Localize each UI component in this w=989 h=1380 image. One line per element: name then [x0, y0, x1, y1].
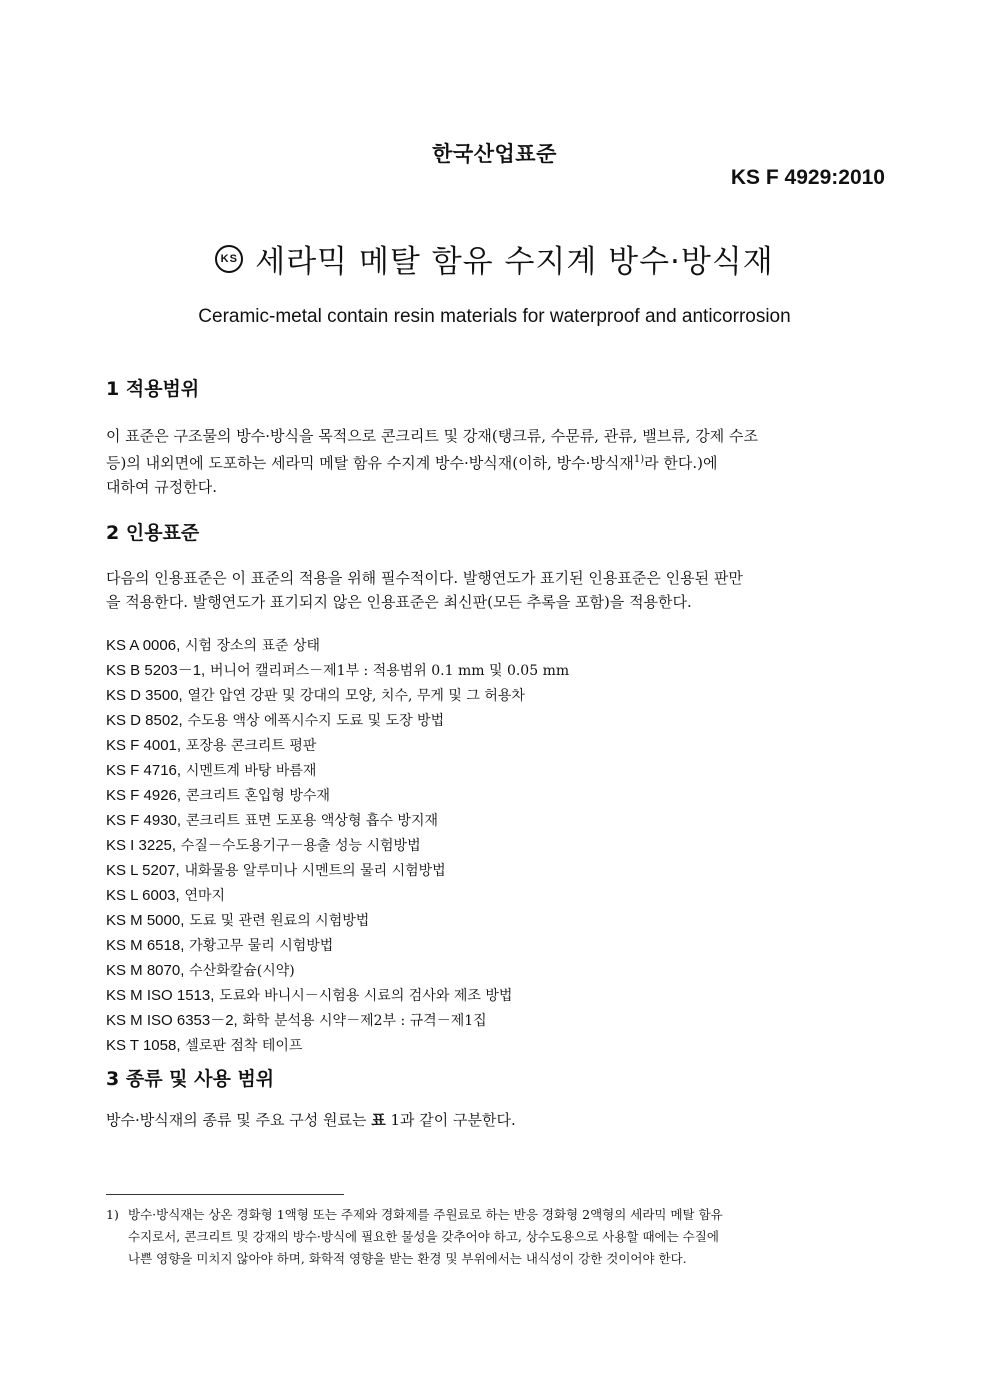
- reference-title: 시멘트계 바탕 바름재: [185, 763, 317, 779]
- korean-standard-label: 한국산업표준: [432, 142, 557, 166]
- reference-code: KS F 4716,: [106, 762, 182, 779]
- section-3-heading: 3 종류 및 사용 범위: [106, 1068, 275, 1090]
- reference-title: 수산화칼슘(시약): [189, 963, 295, 979]
- reference-code: KS M 5000,: [106, 912, 185, 929]
- section-2-line: 을 적용한다. 발행연도가 표기되지 않은 인용표준은 최신판(모든 추록을 포함)을 적용한다.: [106, 593, 692, 611]
- footnote-text: [128, 1204, 886, 1270]
- section-1-line-part: 등)의 내외면에 도포하는 세라믹 메탈 함유 수지계 방수·방식재(이하, 방수·방식재: [106, 454, 634, 472]
- reference-code: KS T 1058,: [106, 1037, 181, 1054]
- document-title-korean: 세라믹 메탈 함유 수지계 방수·방식재: [255, 244, 774, 280]
- reference-item: [106, 958, 569, 983]
- reference-item: [106, 908, 569, 933]
- section-2-heading: 2 인용표준: [106, 522, 200, 544]
- footnote-marker: 1): [106, 1207, 119, 1222]
- reference-title: 콘크리트 혼입형 방수재: [185, 788, 330, 804]
- reference-item: [106, 633, 569, 658]
- footnote-line: 방수·방식재는 상온 경화형 1액형 또는 주제와 경화제를 주원료로 하는 반응 경화형 2액형의 세라믹 메탈 함유: [128, 1207, 723, 1222]
- reference-item: [106, 683, 569, 708]
- footnote-line: 나쁜 영향을 미치지 않아야 하며, 화학적 영향을 받는 환경 및 부위에서는 내식성이 강한 것이어야 한다.: [128, 1251, 687, 1266]
- reference-title: 포장용 콘크리트 평판: [185, 738, 317, 754]
- reference-code: KS F 4001,: [106, 737, 182, 754]
- document-title: [0, 236, 989, 281]
- reference-title: 수질－수도용기구－용출 성능 시험방법: [180, 838, 421, 854]
- reference-code: KS F 4930,: [106, 812, 182, 829]
- reference-code: KS M ISO 1513,: [106, 987, 215, 1004]
- section-3-text: 방수·방식재의 종류 및 주요 구성 원료는: [106, 1111, 372, 1129]
- footnote: [106, 1204, 886, 1270]
- reference-title: 화학 분석용 시약－제2부 : 규격－제1집: [242, 1013, 487, 1029]
- reference-code: KS F 4926,: [106, 787, 182, 804]
- section-3-body: [106, 1108, 886, 1132]
- reference-item: [106, 708, 569, 733]
- reference-title: 콘크리트 표면 도포용 액상형 흡수 방지재: [185, 813, 438, 829]
- normative-references-list: [106, 633, 569, 1058]
- reference-item: [106, 833, 569, 858]
- section-1-line: 이 표준은 구조물의 방수·방식을 목적으로 콘크리트 및 강재(탱크류, 수문류, 관류, 밸브류, 강제 수조: [106, 427, 759, 445]
- reference-item: [106, 983, 569, 1008]
- table-ref-label: 표: [371, 1111, 386, 1129]
- footnote-ref[interactable]: 1): [633, 454, 645, 465]
- reference-title: 셀로판 점착 테이프: [185, 1038, 303, 1054]
- reference-title: 도료와 바니시－시험용 시료의 검사와 제조 방법: [219, 988, 513, 1004]
- reference-title: 시험 장소의 표준 상태: [185, 638, 321, 654]
- document-title-english: Ceramic-metal contain resin materials for waterproof and anticorrosion: [198, 306, 791, 327]
- reference-code: KS D 8502,: [106, 712, 183, 729]
- section-1-heading: 1 적용범위: [106, 378, 200, 400]
- section-3-line: [106, 1108, 886, 1132]
- section-2-line: 다음의 인용표준은 이 표준의 적용을 위해 필수적이다. 발행연도가 표기된 인용표준은 인용된 판만: [106, 569, 743, 587]
- reference-item: [106, 1033, 569, 1058]
- reference-code: KS M 6518,: [106, 937, 185, 954]
- reference-item: [106, 933, 569, 958]
- reference-code: KS B 5203－1,: [106, 662, 206, 679]
- reference-title: 가황고무 물리 시험방법: [189, 938, 334, 954]
- reference-title: 내화물용 알루미나 시멘트의 물리 시험방법: [184, 863, 446, 879]
- reference-title: 버니어 캘리퍼스－제1부 : 적용범위 0.1 mm 및 0.05 mm: [210, 663, 570, 679]
- reference-code: KS M 8070,: [106, 962, 185, 979]
- reference-title: 수도용 액상 에폭시수지 도료 및 도장 방법: [187, 713, 445, 729]
- reference-item: [106, 658, 569, 683]
- section-2-body: [106, 566, 886, 614]
- reference-item: [106, 1008, 569, 1033]
- standard-number: KS F 4929:2010: [730, 166, 885, 189]
- section-1-line: 대하여 규정한다.: [106, 478, 217, 496]
- reference-item: [106, 808, 569, 833]
- reference-item: [106, 858, 569, 883]
- reference-item: [106, 883, 569, 908]
- section-3-text: 1과 같이 구분한다.: [385, 1111, 516, 1129]
- reference-item: [106, 758, 569, 783]
- ks-certification-icon: KS: [215, 245, 243, 273]
- reference-title: 도료 및 관련 원료의 시험방법: [189, 913, 370, 929]
- reference-code: KS I 3225,: [106, 837, 177, 854]
- reference-title: 연마지: [184, 888, 226, 904]
- reference-code: KS L 6003,: [106, 887, 180, 904]
- footnote-divider: [106, 1194, 344, 1195]
- reference-code: KS A 0006,: [106, 637, 181, 654]
- reference-code: KS D 3500,: [106, 687, 183, 704]
- reference-item: [106, 783, 569, 808]
- section-1-body: [106, 424, 886, 499]
- section-1-line: [106, 448, 886, 475]
- footnote-line: 수지로서, 콘크리트 및 강재의 방수·방식에 필요한 물성을 갖추어야 하고, 상수도용으로 사용할 때에는 수질에: [128, 1229, 719, 1244]
- reference-code: KS M ISO 6353－2,: [106, 1012, 238, 1029]
- section-1-line-part: 라 한다.)에: [644, 454, 718, 472]
- reference-title: 열간 압연 강판 및 강대의 모양, 치수, 무게 및 그 허용차: [187, 688, 525, 704]
- reference-item: [106, 733, 569, 758]
- reference-code: KS L 5207,: [106, 862, 180, 879]
